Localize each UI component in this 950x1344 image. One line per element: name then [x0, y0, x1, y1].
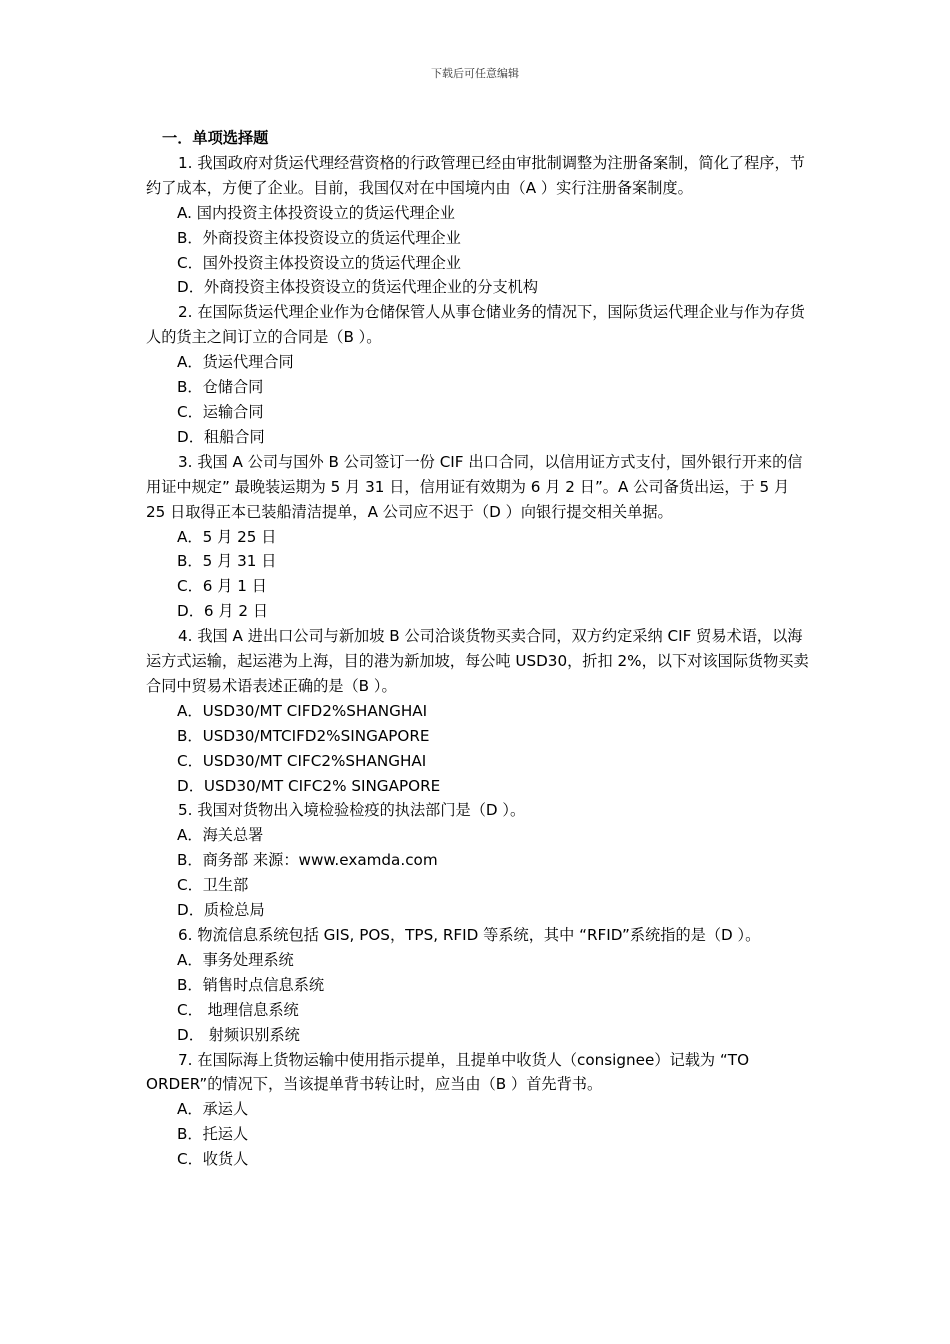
option-a: A．事务处理系统 [177, 950, 294, 969]
option-b: B．外商投资主体投资设立的货运代理企业 [177, 228, 461, 247]
question-1 [146, 151, 812, 300]
option-c: C．收货人 [177, 1150, 249, 1169]
question-5 [146, 798, 812, 923]
question-text: 6. 物流信息系统包括 GIS, POS，TPS, RFID 等系统，其中 “RFID”系统指的是（D ）。 [178, 926, 761, 944]
option-b: B．商务部 来源：www.examda.com [177, 851, 438, 870]
question-text: 2. 在国际货运代理企业作为仓储保管人从事仓储业务的情况下，国际货运代理企业与作为存货人的货主之间订立的合同是（B ）。 [146, 303, 805, 347]
question-2 [146, 300, 812, 449]
option-d: D． 射频识别系统 [177, 1025, 300, 1044]
document-body [146, 126, 812, 1172]
option-c: C．USD30/MT CIFC2%SHANGHAI [177, 751, 427, 770]
option-a: A．货运代理合同 [177, 353, 294, 372]
option-c: C． 地理信息系统 [177, 1000, 299, 1019]
option-b: B．托运人 [177, 1125, 249, 1144]
question-4 [146, 624, 812, 798]
option-b: B．仓储合同 [177, 378, 264, 397]
question-3 [146, 450, 812, 624]
section-title: 一．单项选择题 [162, 129, 269, 147]
question-7 [146, 1048, 812, 1173]
option-c: C．卫生部 [177, 876, 249, 895]
option-a: A．USD30/MT CIFD2%SHANGHAI [177, 701, 428, 720]
question-text: 3. 我国 A 公司与国外 B 公司签订一份 CIF 出口合同，以信用证方式支付，国外银行开来的信用证中规定” 最晚装运期为 5 月 31 日，信用证有效期为 6 月 2 日”。A 公司备货出运，于 5 月 25 日取得正本已装船清洁提单，A 公司应不迟于（D ）向银行提交相关单据。 [146, 452, 803, 521]
option-c: C．6 月 1 日 [177, 577, 267, 596]
option-d: D．USD30/MT CIFC2% SINGAPORE [177, 776, 441, 795]
option-c: C．运输合同 [177, 402, 264, 421]
page-header: 下载后可任意编辑 [431, 67, 519, 80]
option-b: B．销售时点信息系统 [177, 975, 325, 994]
option-d: D．租船合同 [177, 427, 265, 446]
option-a: A．5 月 25 日 [177, 527, 277, 546]
option-a: A．海关总署 [177, 826, 264, 845]
question-6 [146, 923, 812, 1048]
option-d: D．质检总局 [177, 901, 265, 920]
option-c: C．国外投资主体投资设立的货运代理企业 [177, 253, 461, 272]
question-text: 7. 在国际海上货物运输中使用指示提单，且提单中收货人（consignee）记载为 “TO ORDER”的情况下，当该提单背书转让时，应当由（B ）首先背书。 [146, 1050, 750, 1094]
question-text: 4. 我国 A 进出口公司与新加坡 B 公司洽谈货物买卖合同，双方约定采纳 CIF 贸易术语，以海运方式运输，起运港为上海，目的港为新加坡，每公吨 USD30，折扣 2%，以下对该国际货物买卖合同中贸易术语表述正确的是（B ）。 [146, 627, 809, 695]
question-text: 5. 我国对货物出入境检验检疫的执法部门是（D ）。 [178, 801, 526, 820]
option-a: A. 国内投资主体投资设立的货运代理企业 [177, 203, 455, 222]
option-b: B．5 月 31 日 [177, 552, 277, 571]
option-d: D．6 月 2 日 [177, 602, 269, 621]
option-d: D．外商投资主体投资设立的货运代理企业的分支机构 [177, 278, 539, 297]
option-b: B．USD30/MTCIFD2%SINGAPORE [177, 726, 430, 745]
option-a: A．承运人 [177, 1100, 249, 1119]
question-text: 1. 我国政府对货运代理经营资格的行政管理已经由审批制调整为注册备案制，简化了程序，节约了成本，方便了企业。目前，我国仅对在中国境内由（A ）实行注册备案制度。 [146, 153, 805, 197]
